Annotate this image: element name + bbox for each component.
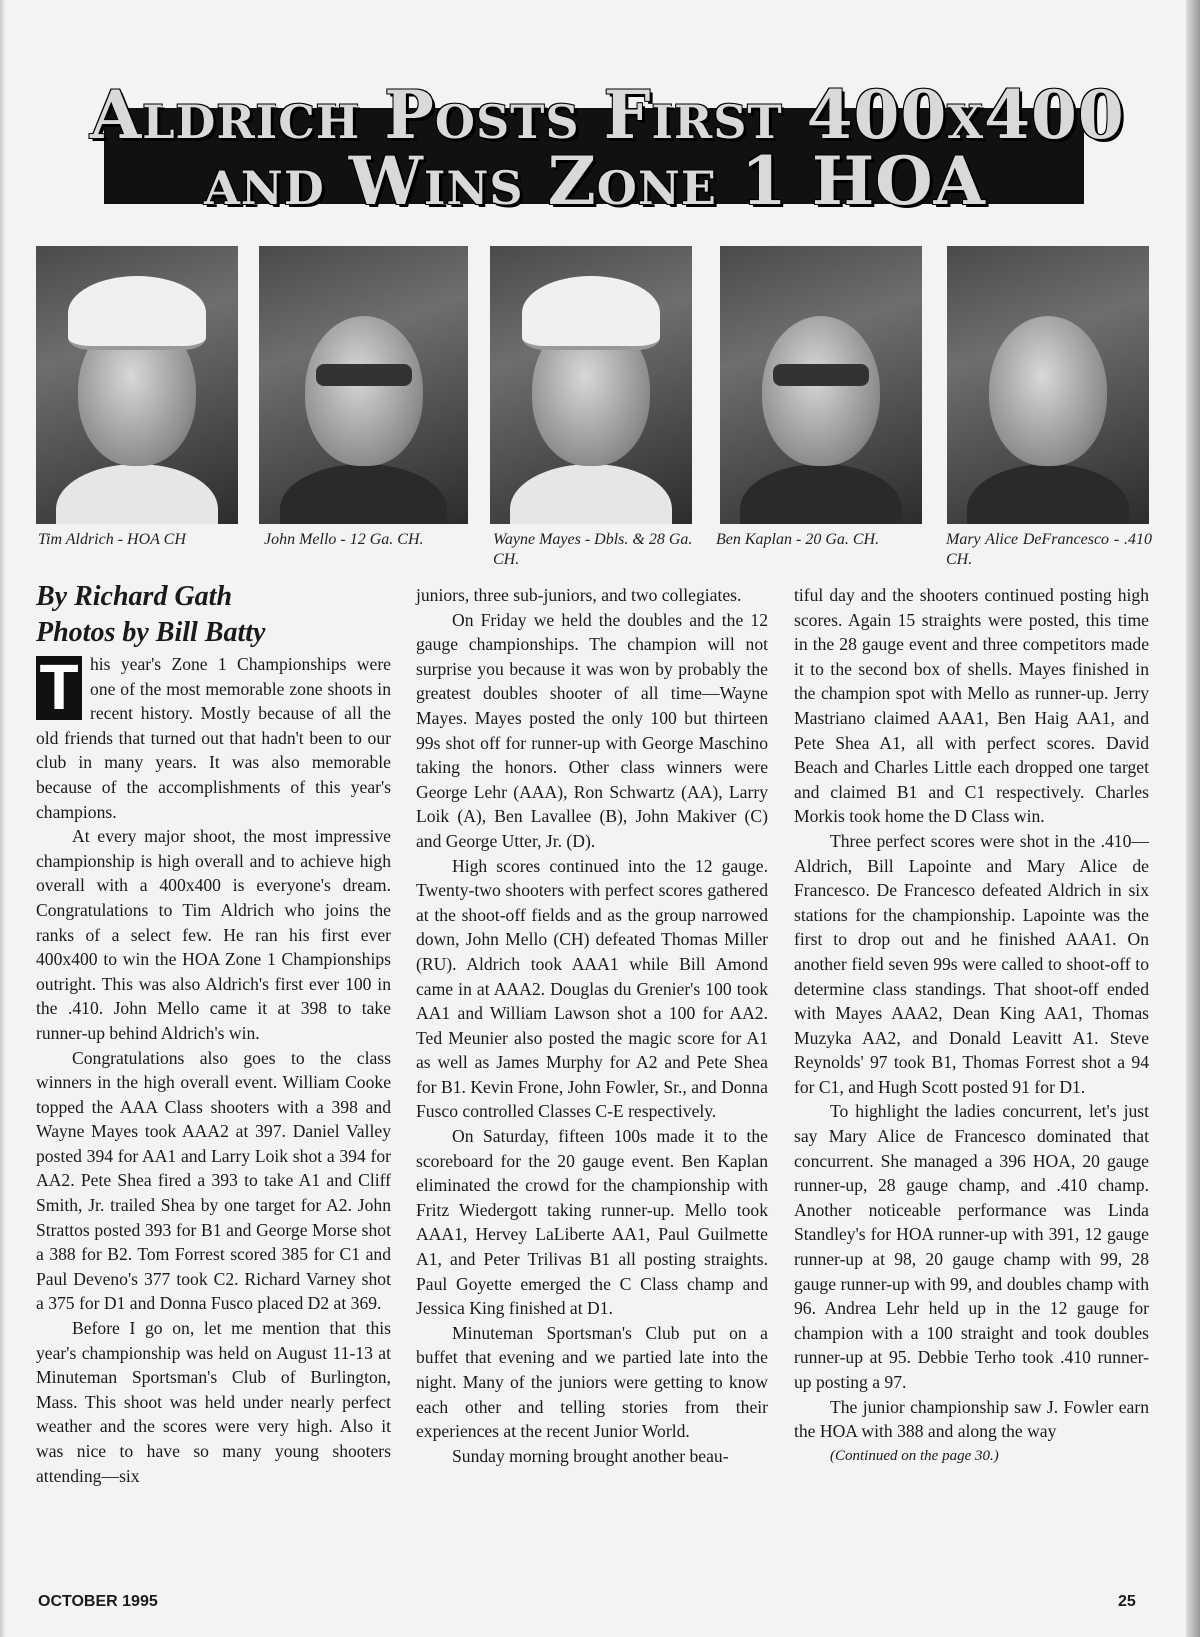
photo-caption: Tim Aldrich - HOA CH: [38, 531, 186, 548]
photo-figure-glasses: [773, 364, 869, 386]
headline-line-2: and Wins Zone 1 HOA: [204, 142, 986, 220]
article-paragraph: Three perfect scores were shot in the .410—Aldrich, Bill Lapointe and Mary Alice de Francesco. De Francesco defeated Aldrich in six stations for the championship. Lapointe was the first to drop out and he finished AAA1. On another field seven 99s were called to shoot-off to determine class standings. That shoot-off ended with Mayes AAA2, Dean King AA1, Thomas Muzyka AA2, and Donald Leavitt A1. Steve Reynolds' 97 took B1, Thomas Forrest shot a 94 for C1, and Hugh Scott posted 91 for D1.: [794, 830, 1149, 1097]
article-paragraph: The junior championship saw J. Fowler earn the HOA with 388 and along the way: [794, 1396, 1149, 1442]
photo-caption: Wayne Mayes - Dbls. & 28 Ga. CH.: [493, 531, 693, 568]
drop-cap: T: [36, 656, 82, 720]
page-right-edge: [1186, 0, 1200, 1637]
article-paragraph: Minuteman Sportsman's Club put on a buffet that evening and we partied late into the night. Many of the juniors were getting to know each other and telling stories from their experiences at the recent Junior World.: [416, 1322, 768, 1442]
photo-figure-cap: [68, 276, 206, 350]
article-paragraph: High scores continued into the 12 gauge. Twenty-two shooters with perfect scores gathered at the shoot-off fields and as the group narrowed down, John Mello (CH) defeated Thomas Miller (RU). Aldrich took AAA1 while Bill Amond came in at AAA2. Douglas du Grenier's 100 took AA1 and William Lawson shot a 100 for AA2. Ted Meunier also posted the magic score for A1 as well as James Murphy for A2 and Pete Shea for B1. Kevin Frone, John Fowler, Sr., and Donna Fusco controlled Classes C-E respectively.: [416, 855, 768, 1122]
article-column-3: [794, 583, 1149, 1468]
photo-figure-head: [305, 316, 423, 466]
photo-caption: John Mello - 12 Ga. CH.: [264, 531, 424, 548]
photo-mary-alice-defrancesco: [947, 246, 1149, 524]
photo-tim-aldrich: [36, 246, 238, 524]
byline-author: By Richard Gath: [36, 581, 233, 612]
photo-ben-kaplan: [720, 246, 922, 524]
footer-page-number: 25: [1118, 1593, 1136, 1610]
photo-caption: Mary Alice DeFrancesco - .410 CH.: [946, 531, 1152, 568]
photo-figure-body: [967, 464, 1129, 524]
photo-figure-glasses: [316, 364, 412, 386]
article-paragraph: tiful day and the shooters continued posting high scores. Again 15 straights were posted, this time in the 28 gauge event and three competitors made it to the second box of shells. Mayes finished in the champion spot with Mello as runner-up. Jerry Mastriano claimed AAA1, Ben Haig AA1, and Pete Shea A1, all with perfect scores. David Beach and Charles Little each dropped one target and claimed B1 and C1 respectively. Charles Morkis took home the D Class win.: [794, 585, 1149, 827]
article-paragraph: At every major shoot, the most impressive championship is high overall and to achieve high overall with a 400x400 is everyone's dream. Congratulations to Tim Aldrich who joins the ranks of a select few. He ran his first ever 400x400 to win the HOA Zone 1 Championships outright. This was also Aldrich's first ever 100 in the .410. John Mello came it at 398 to take runner-up behind Aldrich's win.: [36, 826, 391, 1043]
photo-john-mello: [259, 246, 468, 524]
photo-figure-head: [762, 316, 880, 466]
article-paragraph: Sunday morning brought another beau-: [452, 1445, 729, 1466]
headline: [90, 76, 1125, 224]
photo-figure-body: [280, 464, 447, 524]
byline: [36, 579, 396, 651]
photo-wayne-mayes: [490, 246, 692, 524]
continued-note: (Continued on the page 30.): [830, 1447, 999, 1464]
article-paragraph: On Friday we held the doubles and the 12 gauge championships. The champion will not surprise you because it was won by probably the greatest doubles shooter of all time—Wayne Mayes. Mayes posted the only 100 but thirteen 99s shot off for runner-up with George Maschino taking the honors. Other class winners were George Lehr (AAA), Ron Schwartz (AA), Larry Loik (A), Ben Lavallee (B), John Makiver (C) and George Utter, Jr. (D).: [416, 609, 768, 851]
photo-figure-head: [989, 316, 1107, 466]
photo-figure-cap: [522, 276, 660, 350]
article-paragraph: T his year's Zone 1 Championships were one of the most memorable zone shoots in recent history. Mostly because of all the old friends that turned out that hadn't been to our club in many years. It was also memorable because of the accomplishments of this year's champions.: [36, 651, 391, 822]
article-column-2: [416, 583, 768, 1468]
photo-figure-body: [740, 464, 902, 524]
article-paragraph: juniors, three sub-juniors, and two collegiates.: [416, 585, 742, 605]
photo-caption: Ben Kaplan - 20 Ga. CH.: [716, 531, 880, 548]
article-paragraph: Before I go on, let me mention that this year's championship was held on August 11-13 at Minuteman Sportsman's Club of Burlington, Mass. This shoot was held under nearly perfect weather and the scores were very high. Also it was nice to have so many young shooters attending—six: [36, 1318, 391, 1486]
footer-issue-date: OCTOBER 1995: [38, 1593, 158, 1610]
article-paragraph: Congratulations also goes to the class winners in the high overall event. William Cooke topped the AAA Class shooters with a 398 and Wayne Mayes took AAA2 at 397. Daniel Valley posted 394 for AA1 and Larry Loik shot a 394 for AA2. Pete Shea fired a 393 to take A1 and Cliff Smith, Jr. trailed Shea by one target for A2. John Strattos posted 393 for B1 and George Morse shot a 388 for B2. Tom Forrest scored 385 for C1 and Paul Deveno's 377 took C2. Richard Varney shot a 375 for D1 and Donna Fusco placed D2 at 369.: [36, 1047, 391, 1314]
article-paragraph: On Saturday, fifteen 100s made it to the scoreboard for the 20 gauge event. Ben Kaplan eliminated the crowd for the championship with Fritz Wiedergott taking runner-up. Mello took AAA1, Hervey LaLiberte AA1, Paul Guilmette A1, and Peter Trilivas B1 all posting straights. Paul Goyette emerged the C Class champ and Jessica King finished at D1.: [416, 1126, 768, 1319]
photo-figure-body: [510, 464, 672, 524]
photo-figure-body: [56, 464, 218, 524]
article-column-1: [36, 652, 391, 1488]
page-binding-edge: [0, 0, 6, 1637]
article-paragraph: To highlight the ladies concurrent, let's just say Mary Alice de Francesco dominated that concurrent. She managed a 396 HOA, 20 gauge runner-up, 28 gauge champ, and .410 champ. Another noticeable performance was Linda Standley's for HOA runner-up with 391, 12 gauge runner-up at 98, 20 gauge champ with 99, 28 gauge runner-up with 99, and doubles champ with 96. Andrea Lehr held up in the 12 gauge for champion with a 100 straight and took doubles runner-up at 95. Debbie Terho took .410 runner-up posting a 97.: [794, 1101, 1149, 1392]
headline-line-1: Aldrich Posts First 400x400: [90, 76, 1125, 154]
byline-photographer: Photos by Bill Batty: [36, 617, 266, 648]
